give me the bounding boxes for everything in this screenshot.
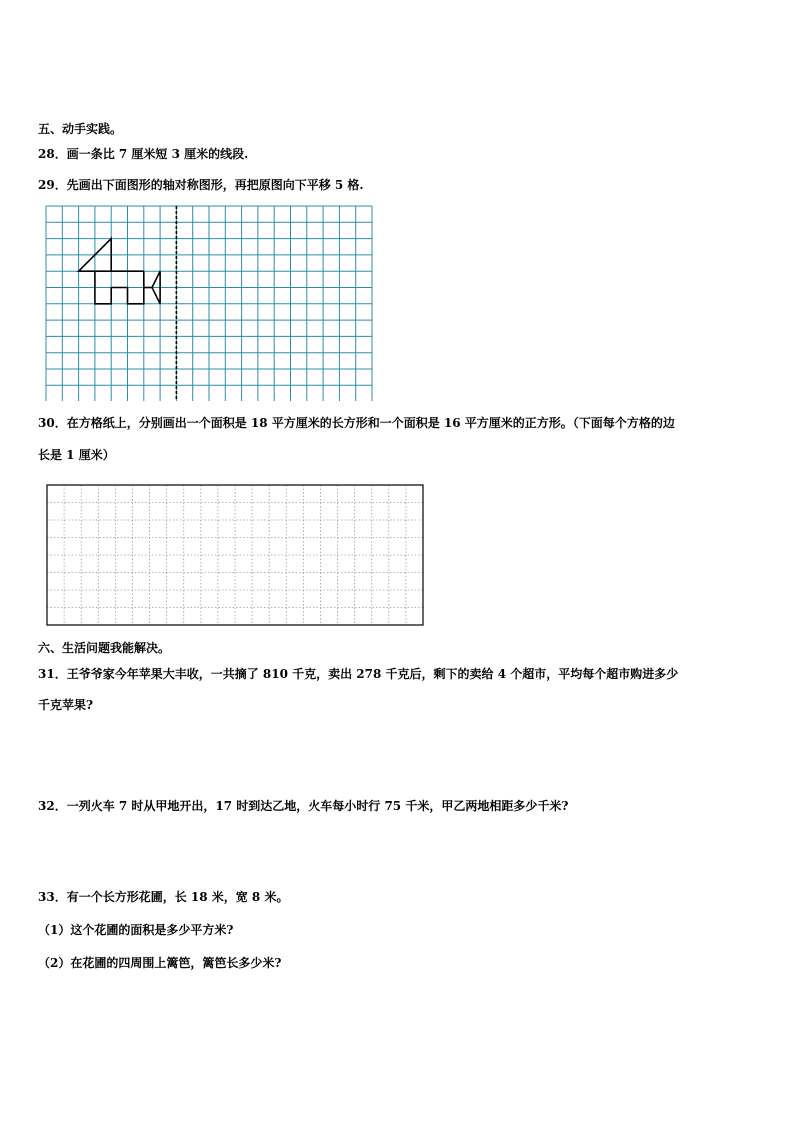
symmetry-grid — [45, 205, 373, 401]
question-32: 32．一列火车 7 时从甲地开出，17 时到达乙地，火车每小时行 75 千米，甲乙两地相距多少千米? — [38, 799, 569, 813]
question-33-sub2: （2）在花圃的四周围上篱笆，篱笆长多少米? — [38, 956, 282, 970]
question-31-line2: 千克苹果? — [38, 698, 94, 712]
question-29: 29．先画出下面图形的轴对称图形，再把原图向下平移 5 格. — [38, 178, 364, 192]
question-30-line1: 30．在方格纸上，分别画出一个面积是 18 平方厘米的长方形和一个面积是 16 平方厘米的正方形。（下面每个方格的边 — [38, 416, 675, 430]
question-31-line1: 31．王爷爷家今年苹果大丰收，一共摘了 810 千克，卖出 278 千克后，剩下的卖给 4 个超市，平均每个超市购进多少 — [38, 667, 679, 681]
section6-heading: 六、生活问题我能解决。 — [38, 641, 171, 655]
question-33: 33．有一个长方形花圃，长 18 米，宽 8 米。 — [38, 890, 289, 904]
drawing-grid — [46, 484, 424, 626]
question-30-line2: 长是 1 厘米） — [38, 448, 115, 462]
question-28: 28．画一条比 7 厘米短 3 厘米的线段. — [38, 147, 249, 161]
question-33-sub1: （1）这个花圃的面积是多少平方米? — [38, 923, 234, 937]
section5-heading: 五、动手实践。 — [38, 122, 123, 136]
